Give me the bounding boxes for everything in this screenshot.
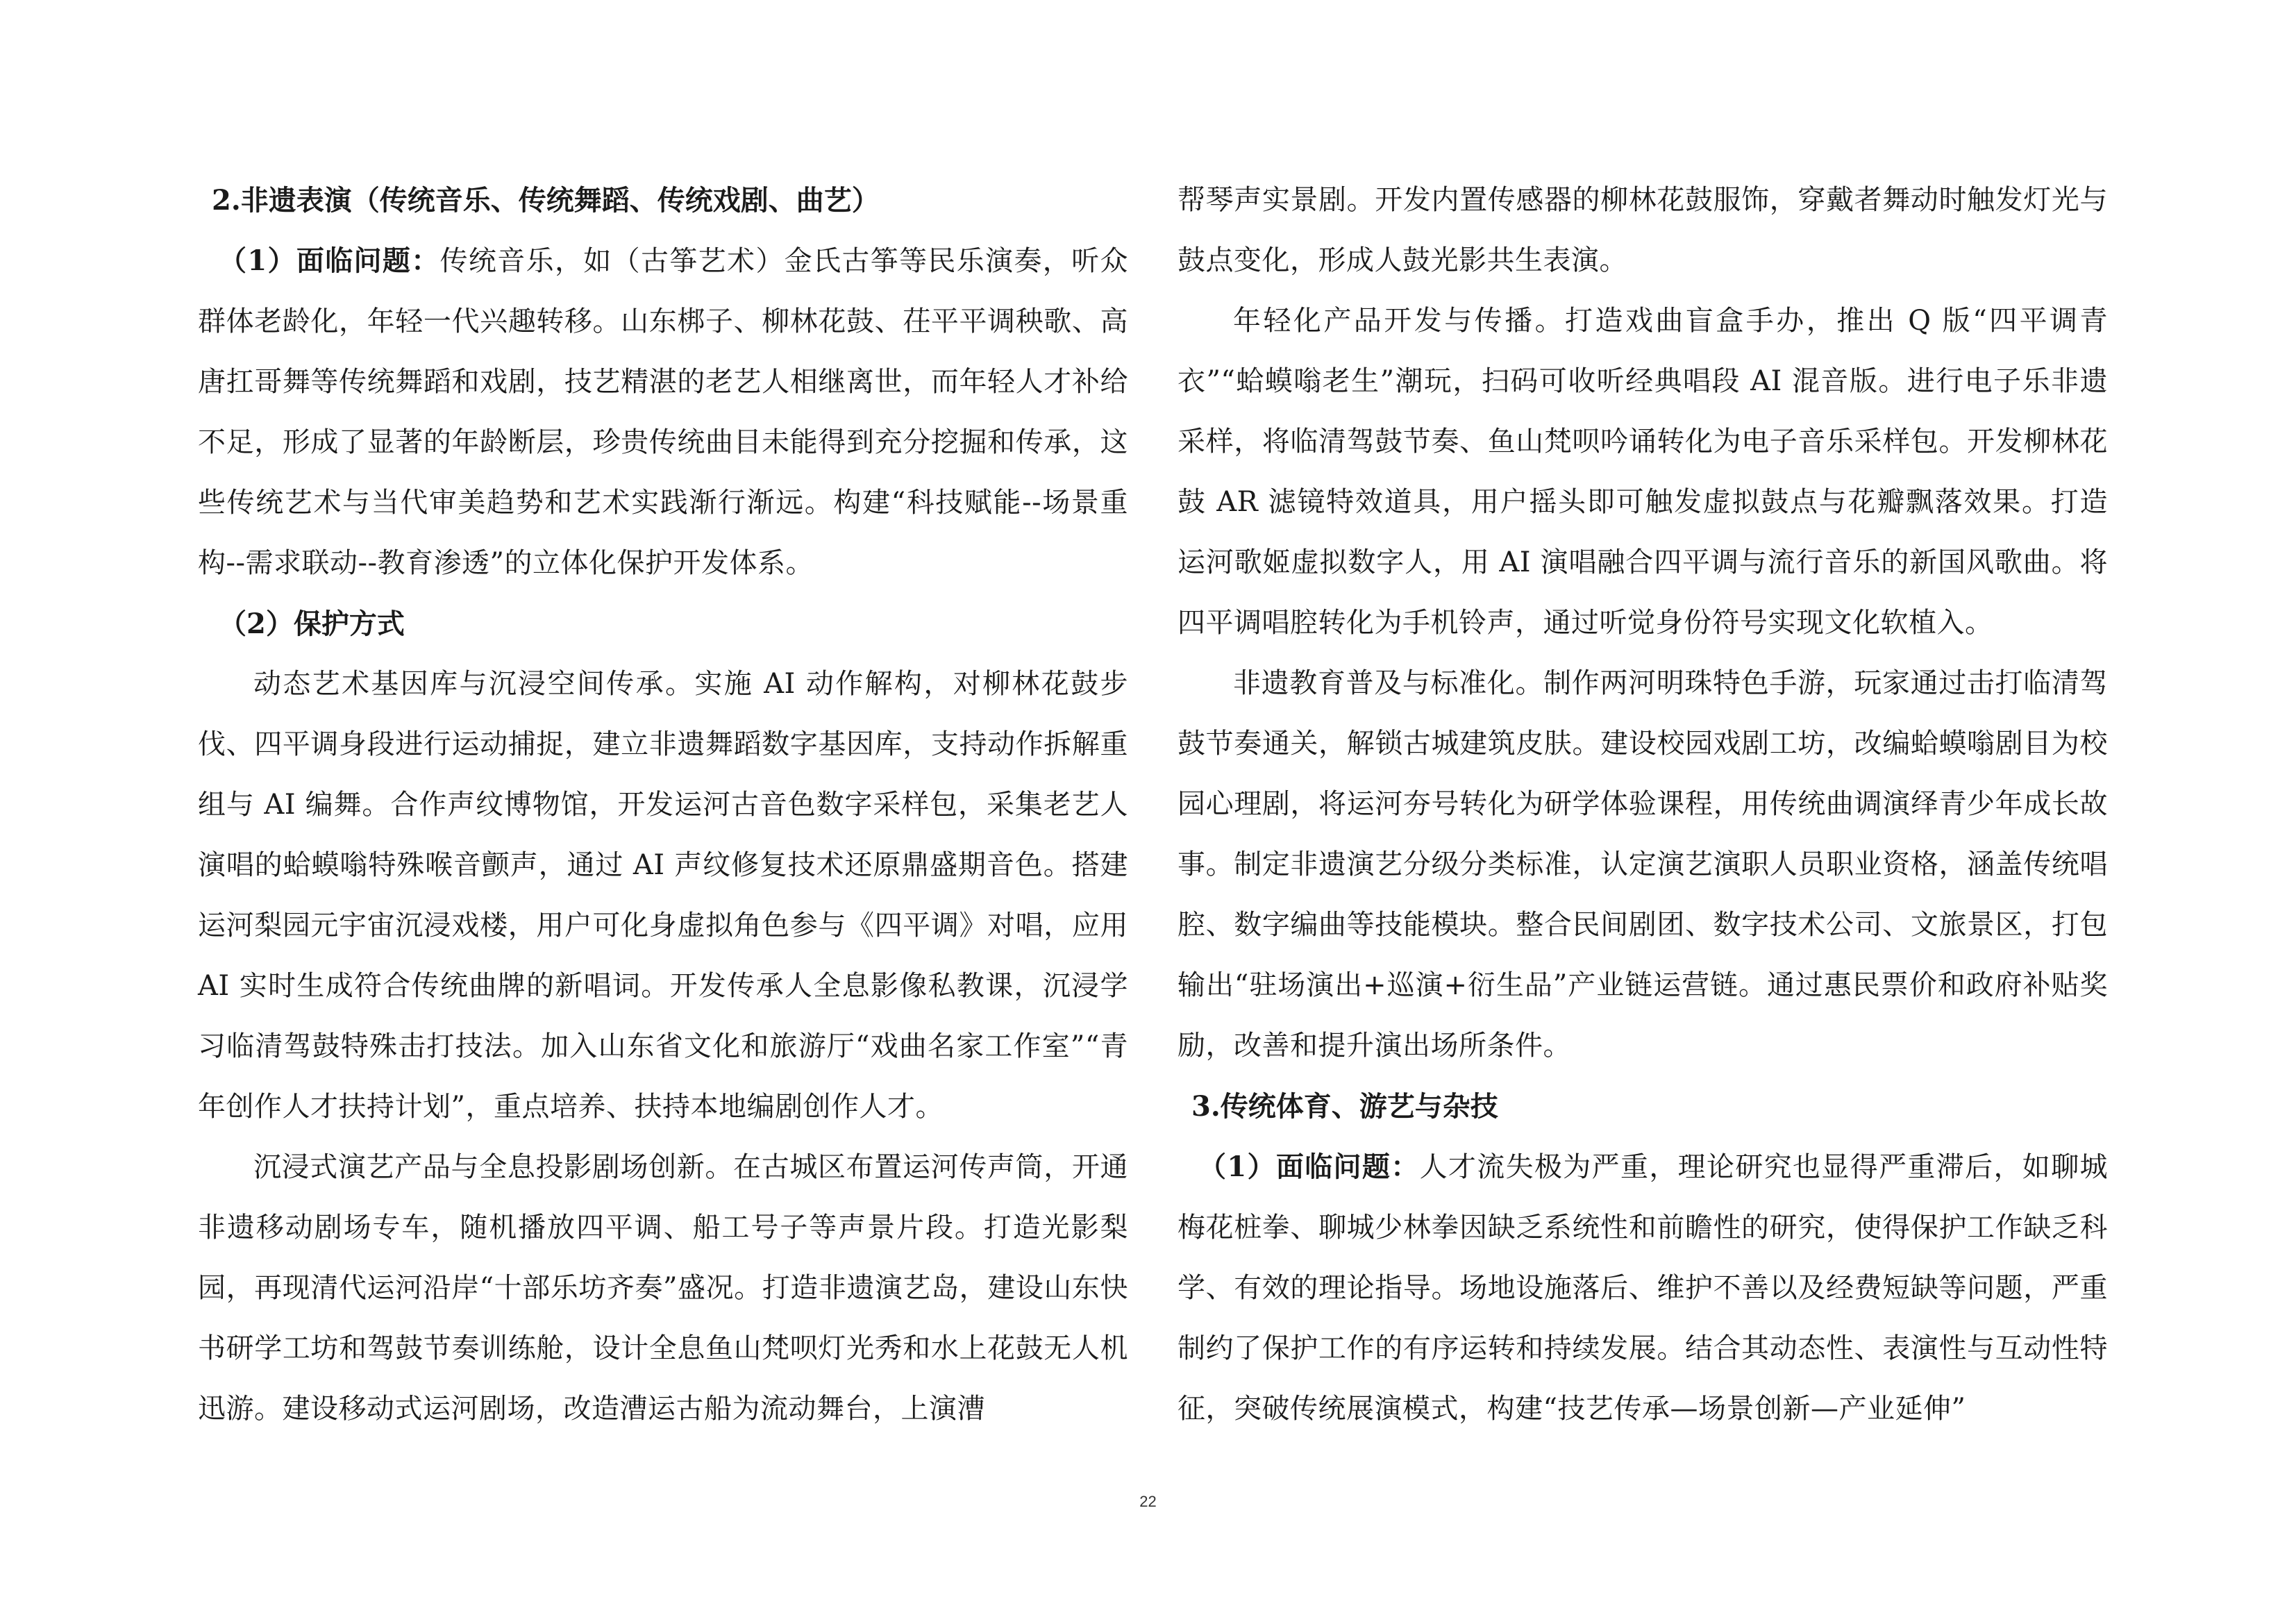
problems-label: （1）面临问题： bbox=[1198, 1150, 1420, 1183]
protection-methods-heading: （2）保护方式 bbox=[219, 608, 405, 640]
section-3-title: 3.传统体育、游艺与杂技 bbox=[1191, 1090, 1498, 1123]
section-2-problems bbox=[198, 231, 1128, 594]
section-2-title: 2.非遗表演（传统音乐、传统舞蹈、传统戏剧、曲艺） bbox=[212, 184, 880, 217]
right-column bbox=[1178, 170, 2108, 1439]
problems-text: 传统音乐，如（古筝艺术）金氏古筝等民乐演奏，听众群体老龄化，年轻一代兴趣转移。山东梆子、柳林花鼓、茌平平调秧歌、高唐扛哥舞等传统舞蹈和戏剧，技艺精湛的老艺人相继离世，而年轻人才补给不足，形成了显著的年龄断层，珍贵传统曲目未能得到充分挖掘和传承，这些传统艺术与当代审美趋势和艺术实践渐行渐远。构建“科技赋能--场景重构--需求联动--教育渗透”的立体化保护开发体系。 bbox=[198, 245, 1128, 579]
page-number: 22 bbox=[1139, 1493, 1157, 1510]
left-column bbox=[198, 170, 1128, 1439]
paragraph-immersive-performance: 沉浸式演艺产品与全息投影剧场创新。在古城区布置运河传声筒，开通非遗移动剧场专车，随机播放四平调、船工号子等声景片段。打造光影梨园，再现清代运河沿岸“十部乐坊齐奏”盛况。打造非遗演艺岛，建设山东快书研学工坊和驾鼓节奏训练舱，设计全息鱼山梵呗灯光秀和水上花鼓无人机迅游。建设移动式运河剧场，改造漕运古船为流动舞台，上演漕 bbox=[198, 1151, 1128, 1425]
paragraph-dynamic-gene-bank: 动态艺术基因库与沉浸空间传承。实施 AI 动作解构，对柳林花鼓步伐、四平调身段进行运动捕捉，建立非遗舞蹈数字基因库，支持动作拆解重组与 AI 编舞。合作声纹博物馆，开发运河古音色数字采样包，采集老艺人演唱的蛤蟆嗡特殊喉音颤声，通过 AI 声纹修复技术还原鼎盛期音色。搭建运河梨园元宇宙沉浸戏楼，用户可化身虚拟角色参与《四平调》对唱，应用 AI 实时生成符合传统曲牌的新唱词。开发传承人全息影像私教课，沉浸学习临清驾鼓特殊击打技法。加入山东省文化和旅游厅“戏曲名家工作室”“青年创作人才扶持计划”，重点培养、扶持本地编剧创作人才。 bbox=[198, 668, 1128, 1123]
paragraph-continued: 帮琴声实景剧。开发内置传感器的柳林花鼓服饰，穿戴者舞动时触发灯光与鼓点变化，形成人鼓光影共生表演。 bbox=[1178, 184, 2108, 276]
section-3-problems bbox=[1178, 1137, 2108, 1439]
problems-label: （1）面临问题： bbox=[219, 244, 440, 277]
paragraph-education: 非遗教育普及与标准化。制作两河明珠特色手游，玩家通过击打临清驾鼓节奏通关，解锁古城建筑皮肤。建设校园戏剧工坊，改编蛤蟆嗡剧目为校园心理剧，将运河夯号转化为研学体验课程，用传统曲调演绎青少年成长故事。制定非遗演艺分级分类标准，认定演艺演职人员职业资格，涵盖传统唱腔、数字编曲等技能模块。整合民间剧团、数字技术公司、文旅景区，打包输出“驻场演出+巡演+衍生品”产业链运营链。通过惠民票价和政府补贴奖励，改善和提升演出场所条件。 bbox=[1178, 667, 2108, 1062]
problems-text: 人才流失极为严重，理论研究也显得严重滞后，如聊城梅花桩拳、聊城少林拳因缺乏系统性和前瞻性的研究，使得保护工作缺乏科学、有效的理论指导。场地设施落后、维护不善以及经费短缺等问题，严重制约了保护工作的有序运转和持续发展。结合其动态性、表演性与互动性特征，突破传统展演模式，构建“技艺传承—场景创新—产业延伸” bbox=[1178, 1151, 2108, 1425]
paragraph-youth-products: 年轻化产品开发与传播。打造戏曲盲盒手办，推出 Q 版“四平调青衣”“蛤蟆嗡老生”潮玩，扫码可收听经典唱段 AI 混音版。进行电子乐非遗采样，将临清驾鼓节奏、鱼山梵呗吟诵转化为电子音乐采样包。开发柳林花鼓 AR 滤镜特效道具，用户摇头即可触发虚拟鼓点与花瓣飘落效果。打造运河歌姬虚拟数字人，用 AI 演唱融合四平调与流行音乐的新国风歌曲。将四平调唱腔转化为手机铃声，通过听觉身份符号实现文化软植入。 bbox=[1178, 305, 2108, 639]
